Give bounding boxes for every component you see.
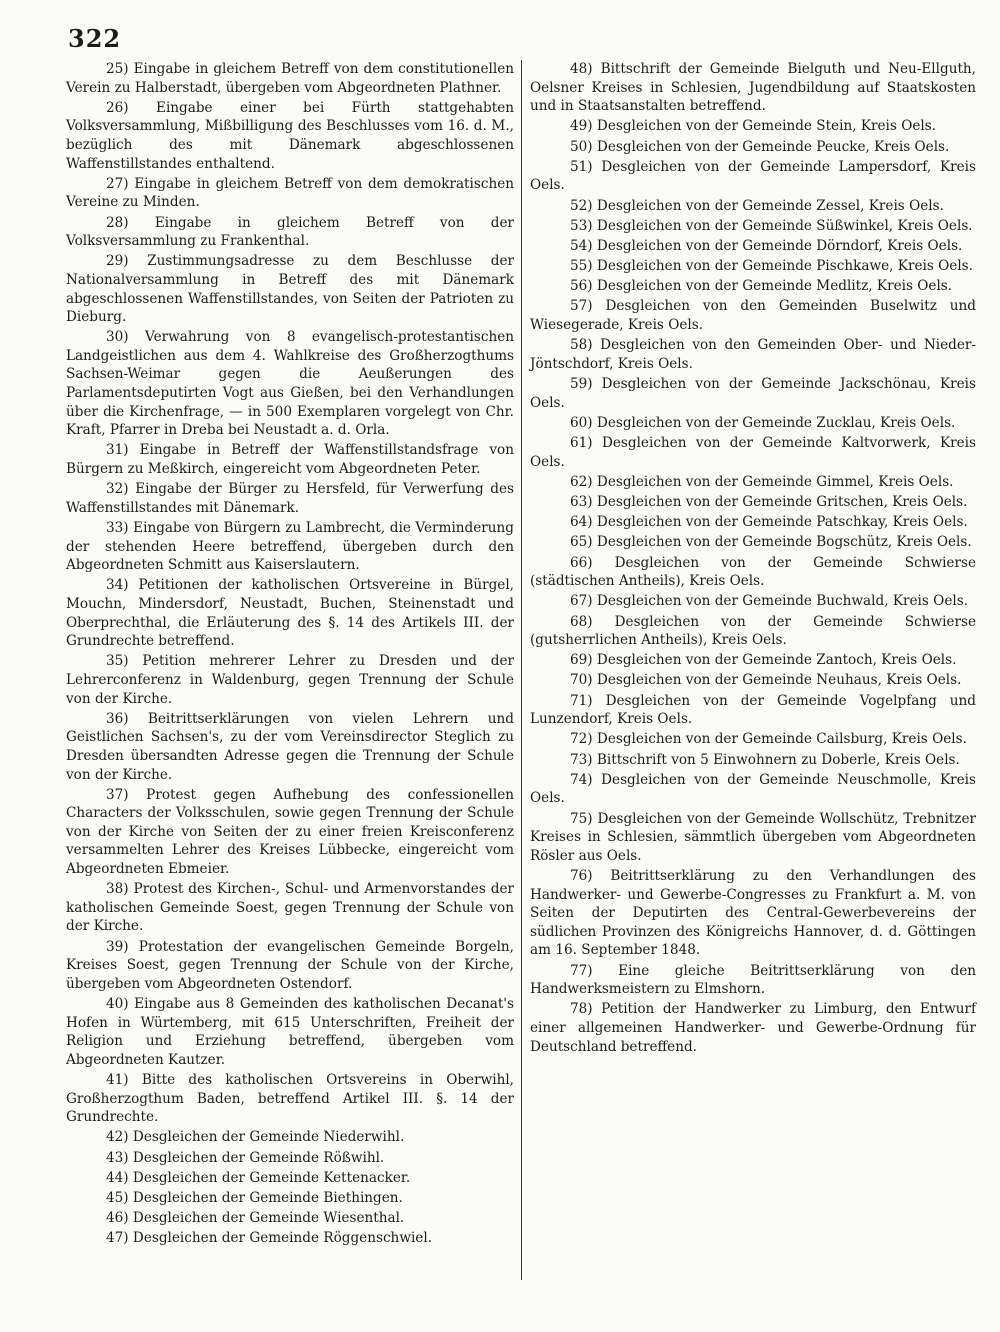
petition-entry: 47) Desgleichen der Gemeinde Röggenschwiel. xyxy=(106,1230,433,1247)
petition-entry: 29) Zustimmungsadresse zu dem Beschlusse der Nationalversammlung in Betreff des mit Dänemark abgeschlossenen Waffenstillstandes, von Seiten der Patrioten zu Dieburg. xyxy=(66,253,514,326)
petition-entry: 26) Eingabe einer bei Fürth stattgehabten Volksversammlung, Mißbilligung des Beschlusses vom 16. d. M., bezüglich des mit Dänemark abgeschlossenen Waffenstillstandes enthaltend. xyxy=(66,99,514,172)
petition-entry: 37) Protest gegen Aufhebung des confessionellen Characters der Volksschulen, sowie gegen Trennung der Schule von der Kirche von Seiten der zu einer freien Kreisconferenz versammelten Lehrer des Kreises Lübbecke, eingereicht vom Abgeordneten Ebmeier. xyxy=(66,786,514,878)
petition-entry: 54) Desgleichen von der Gemeinde Dörndorf, Kreis Oels. xyxy=(570,237,963,254)
petition-entry: 39) Protestation der evangelischen Gemeinde Borgeln, Kreises Soest, gegen Trennung der Schule von der Kirche, übergeben vom Abgeordneten Ostendorf. xyxy=(66,938,514,992)
petition-entry: 59) Desgleichen von der Gemeinde Jackschönau, Kreis Oels. xyxy=(530,376,976,411)
petition-entry: 52) Desgleichen von der Gemeinde Zessel, Kreis Oels. xyxy=(570,197,944,214)
petition-entry: 44) Desgleichen der Gemeinde Kettenacker. xyxy=(106,1169,411,1186)
petition-entry: 34) Petitionen der katholischen Ortsvereine in Bürgel, Mouchn, Mindersdorf, Neustadt, Buchen, Steinenstadt und Oberprechthal, die Erläuterung des §. 14 des Artikels III. der Grundrechte betreffend. xyxy=(66,577,514,650)
petition-entry: 43) Desgleichen der Gemeinde Rößwihl. xyxy=(106,1149,385,1166)
petition-entry: 27) Eingabe in gleichem Betreff von dem demokratischen Vereine zu Minden. xyxy=(66,175,514,211)
petition-entry: 50) Desgleichen von der Gemeinde Peucke, Kreis Oels. xyxy=(570,138,950,155)
petition-entry: 64) Desgleichen von der Gemeinde Patschkay, Kreis Oels. xyxy=(570,514,968,531)
petition-entry: 56) Desgleichen von der Gemeinde Medlitz, Kreis Oels. xyxy=(570,278,953,295)
page-number: 322 xyxy=(68,24,122,53)
petition-entry: 48) Bittschrift der Gemeinde Bielguth und Neu-Ellguth, Oelsner Kreises in Schlesien, Jugendbildung auf Staatskosten und in Staatsanstalten betreffend. xyxy=(530,61,976,115)
petition-entry: 33) Eingabe von Bürgern zu Lambrecht, die Verminderung der stehenden Heere betreffend, übergeben durch den Abgeordneten Schmitt aus Kaiserslautern. xyxy=(66,520,514,574)
petition-entry: 62) Desgleichen von der Gemeinde Gimmel, Kreis Oels. xyxy=(570,473,954,490)
petition-entry: 63) Desgleichen von der Gemeinde Gritschen, Kreis Oels. xyxy=(570,493,968,510)
petition-entry: 68) Desgleichen von der Gemeinde Schwierse (gutsherrlichen Antheils), Kreis Oels. xyxy=(530,613,976,649)
column-divider xyxy=(521,60,522,1280)
petition-entry: 74) Desgleichen von der Gemeinde Neuschmolle, Kreis Oels. xyxy=(530,771,976,807)
petition-entry: 41) Bitte des katholischen Ortsvereins in Oberwihl, Großherzogthum Baden, betreffend Artikel III. §. 14 der Grundrechte. xyxy=(66,1071,514,1126)
petition-entry: 78) Petition der Handwerker zu Limburg, den Entwurf einer allgemeinen Handwerker- und Gewerbe-Ordnung für Deutschland betreffend. xyxy=(530,1001,976,1055)
petition-entry: 40) Eingabe aus 8 Gemeinden des katholischen Decanat's Hofen in Würtemberg, mit 615 Unterschriften, Freiheit der Religion und Erziehung betreffend, übergeben vom Abgeordneten Kautzer. xyxy=(66,996,514,1068)
petition-entry: 61) Desgleichen von der Gemeinde Kaltvorwerk, Kreis Oels. xyxy=(530,435,976,470)
petition-entry: 30) Verwahrung von 8 evangelisch-protestantischen Landgeistlichen aus dem 4. Wahlkreise des Großherzogthums Sachsen-Weimar gegen die Aeußerungen des Parlamentsdeputirten Vogt aus Gießen, bei den Verhandlungen über die Kirchenfrage, — in 500 Exemplaren vorgelegt von Chr. Kraft, Pfarrer in Dreba bei Neustadt a. d. Orla. xyxy=(66,329,514,439)
petition-entry: 45) Desgleichen der Gemeinde Biethingen. xyxy=(106,1189,403,1206)
petition-entry: 55) Desgleichen von der Gemeinde Pischkawe, Kreis Oels. xyxy=(570,258,973,275)
petition-entry: 35) Petition mehrerer Lehrer zu Dresden und der Lehrerconferenz in Waldenburg, gegen Trennung der Schule von der Kirche. xyxy=(66,653,514,707)
petition-entry: 25) Eingabe in gleichem Betreff von dem constitutionellen Verein zu Halberstadt, übergeben vom Abgeordneten Plathner. xyxy=(66,61,514,96)
petition-entry: 65) Desgleichen von der Gemeinde Bogschütz, Kreis Oels. xyxy=(570,534,972,551)
petition-entry: 69) Desgleichen von der Gemeinde Zantoch, Kreis Oels. xyxy=(570,652,957,669)
petition-entry: 42) Desgleichen der Gemeinde Niederwihl. xyxy=(106,1129,405,1146)
petition-entry: 57) Desgleichen von den Gemeinden Buselwitz und Wiesegerade, Kreis Oels. xyxy=(530,298,976,334)
petition-entry: 76) Beitrittserklärung zu den Verhandlungen des Handwerker- und Gewerbe-Congresses zu Frankfurt a. M. von Seiten der Deputirten des Central-Gewerbevereins der südlichen Provinzen des Königreichs Hannover, d. d. Göttingen am 16. September 1848. xyxy=(530,867,976,959)
petition-entry: 75) Desgleichen von der Gemeinde Wollschütz, Trebnitzer Kreises in Schlesien, sämmtlich übergeben vom Abgeordneten Rösler aus Oels. xyxy=(530,810,976,864)
petition-entry: 46) Desgleichen der Gemeinde Wiesenthal. xyxy=(106,1210,405,1227)
petition-entry: 66) Desgleichen von der Gemeinde Schwierse (städtischen Antheils), Kreis Oels. xyxy=(530,554,976,590)
petition-entry: 31) Eingabe in Betreff der Waffenstillstandsfrage von Bürgern zu Meßkirch, eingereicht vom Abgeordneten Peter. xyxy=(66,442,514,478)
petition-entry: 67) Desgleichen von der Gemeinde Buchwald, Kreis Oels. xyxy=(570,593,969,610)
petition-entry: 77) Eine gleiche Beitrittserklärung von den Handwerksmeistern zu Elmshorn. xyxy=(530,962,976,998)
petition-entry: 51) Desgleichen von der Gemeinde Lampersdorf, Kreis Oels. xyxy=(530,158,976,194)
petition-entry: 58) Desgleichen von den Gemeinden Ober- und Nieder-Jöntschdorf, Kreis Oels. xyxy=(530,337,976,372)
petition-entry: 70) Desgleichen von der Gemeinde Neuhaus, Kreis Oels. xyxy=(570,672,962,689)
petition-entry: 71) Desgleichen von der Gemeinde Vogelpfang und Lunzendorf, Kreis Oels. xyxy=(530,692,976,728)
petition-entry: 72) Desgleichen von der Gemeinde Cailsburg, Kreis Oels. xyxy=(570,731,967,748)
petition-entry: 53) Desgleichen von der Gemeinde Süßwinkel, Kreis Oels. xyxy=(570,217,973,234)
petition-entry: 36) Beitrittserklärungen von vielen Lehrern und Geistlichen Sachsen's, zu der vom Vereinsdirector Steglich zu Dresden übersandten Adresse gegen die Trennung der Schule von der Kirche. xyxy=(66,710,514,783)
petition-entry: 38) Protest des Kirchen-, Schul- und Armenvorstandes der katholischen Gemeinde Soest, gegen Trennung der Schule von der Kirche. xyxy=(66,881,514,935)
petition-entry: 28) Eingabe in gleichem Betreff von der Volksversammlung zu Frankenthal. xyxy=(66,214,514,250)
left-column xyxy=(66,60,514,1249)
petition-entry: 60) Desgleichen von der Gemeinde Zucklau, Kreis Oels. xyxy=(570,414,956,431)
petition-entry: 32) Eingabe der Bürger zu Hersfeld, für Verwerfung des Waffenstillstandes mit Dänemark. xyxy=(66,481,514,516)
right-column xyxy=(530,60,976,1058)
petition-entry: 49) Desgleichen von der Gemeinde Stein, Kreis Oels. xyxy=(570,118,937,135)
petition-entry: 73) Bittschrift von 5 Einwohnern zu Doberle, Kreis Oels. xyxy=(570,751,960,768)
